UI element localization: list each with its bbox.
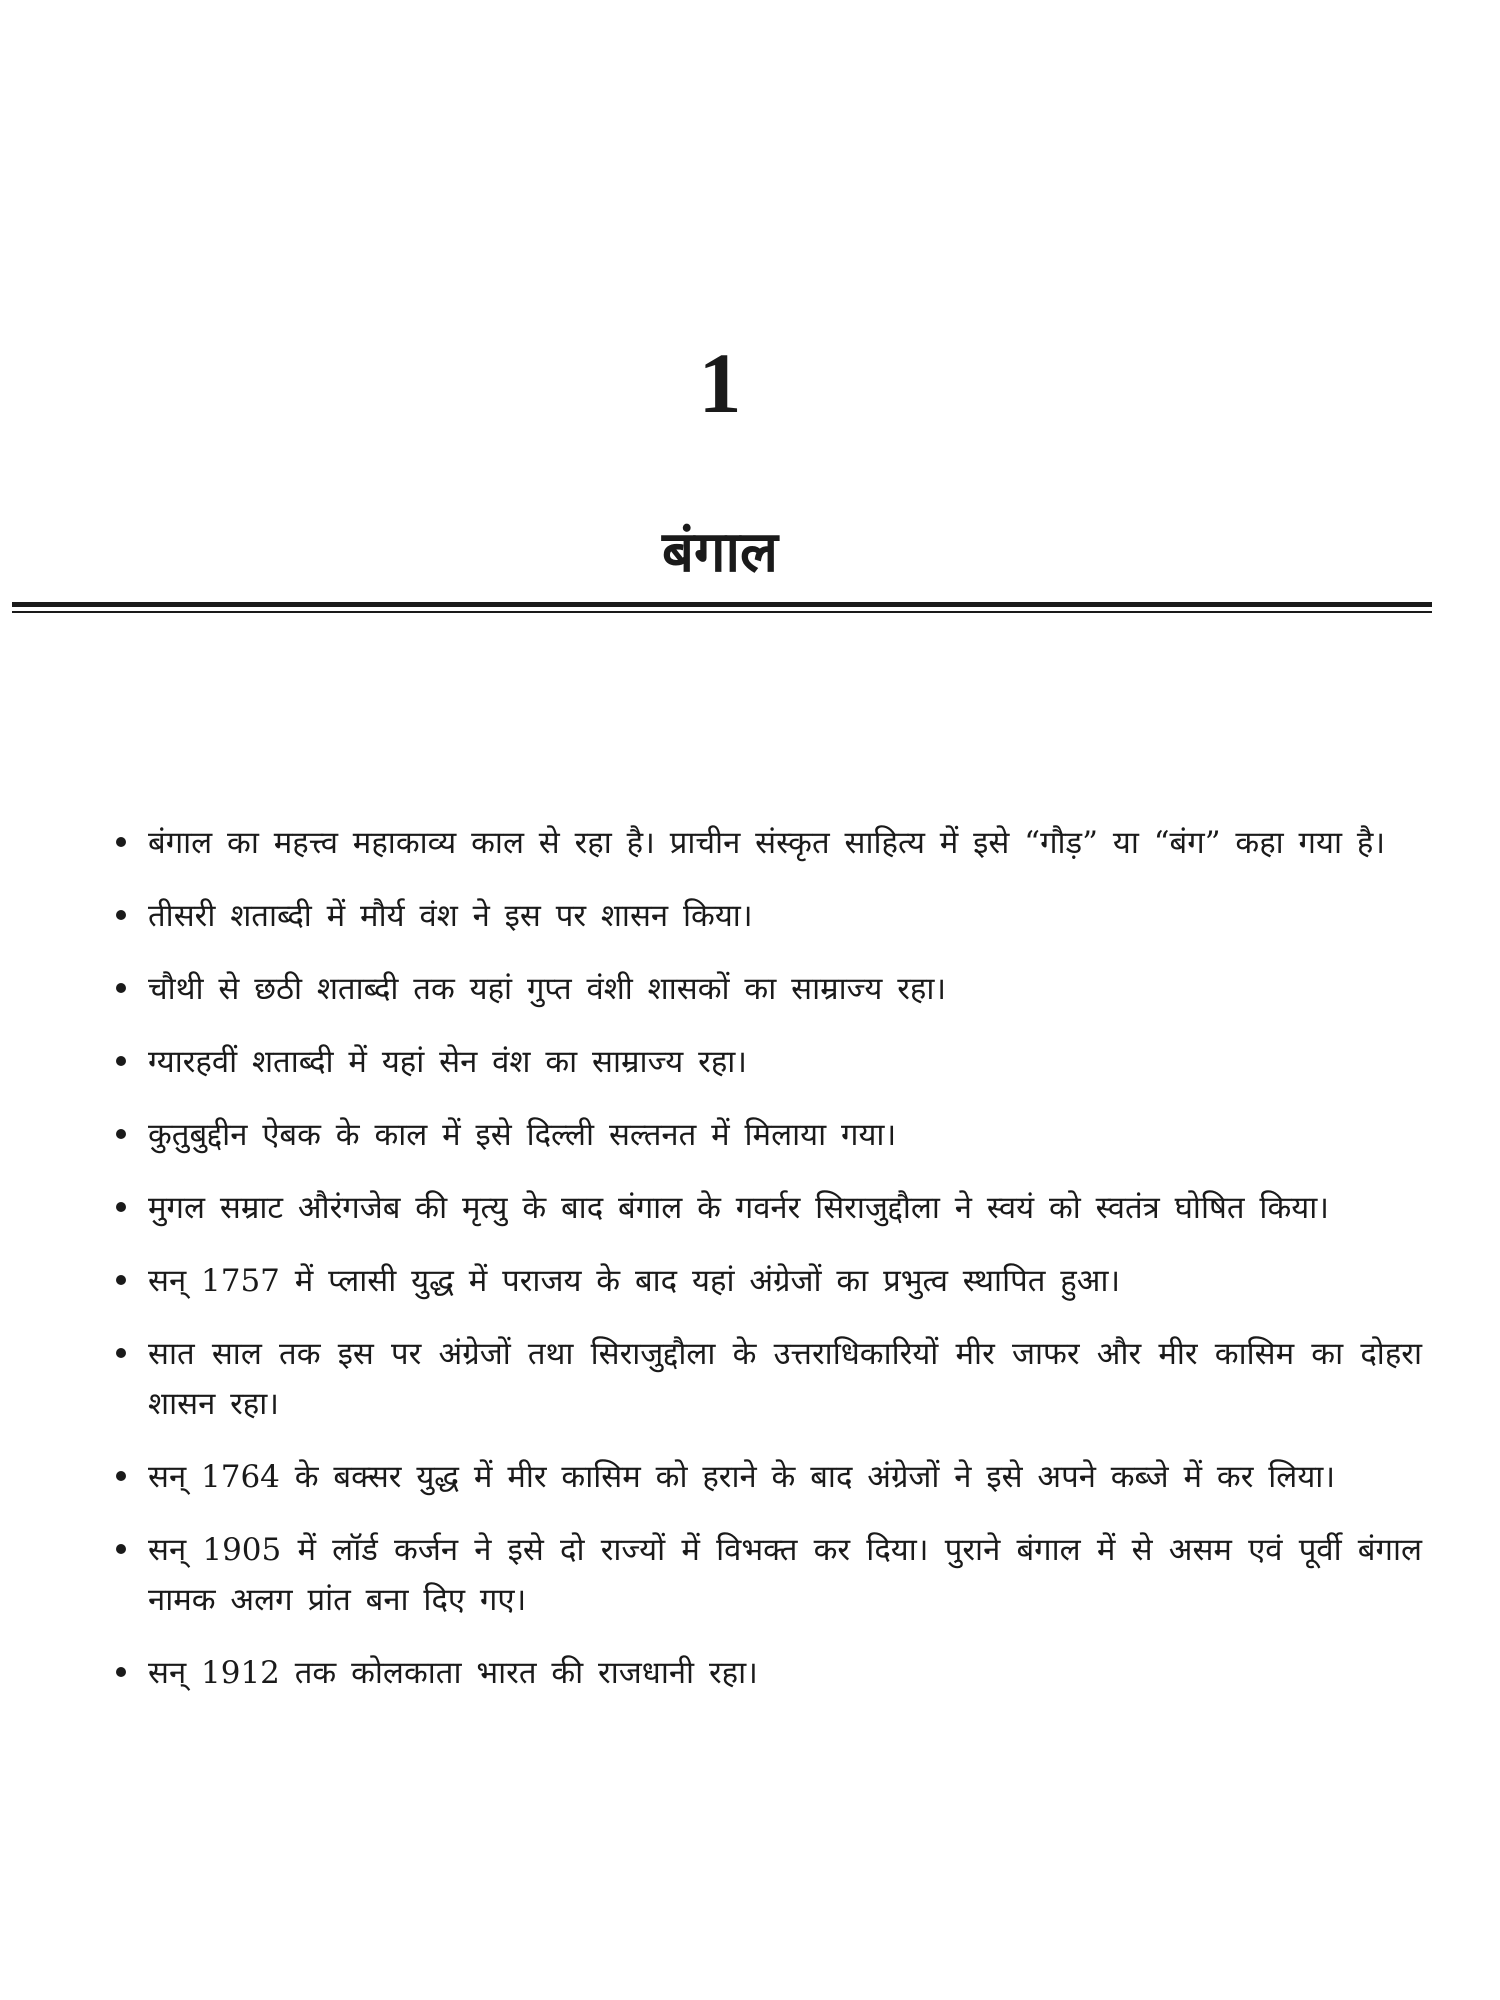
bullet-icon [116, 1348, 126, 1358]
bullet-icon [116, 1275, 126, 1285]
bullet-icon [116, 1056, 126, 1066]
list-item [112, 964, 1422, 1014]
list-item-text: कुतुबुद्दीन ऐबक के काल में इसे दिल्ली सल्तनत में मिलाया गया। [148, 1117, 897, 1153]
bullet-icon [116, 1471, 126, 1481]
list-item [112, 1525, 1422, 1625]
list-item [112, 891, 1422, 941]
bullet-icon [116, 1544, 126, 1554]
list-item-text: सन् 1905 में लॉर्ड कर्जन ने इसे दो राज्यों में विभक्त कर दिया। पुराने बंगाल में से असम एवं पूर्वी बंगाल नामक अलग प्रांत बना दिए गए। [148, 1532, 1422, 1618]
list-item-text: सन् 1764 के बक्सर युद्ध में मीर कासिम को हराने के बाद अंग्रेजों ने इसे अपने कब्जे में कर लिया। [148, 1459, 1336, 1495]
title-rule-thick [12, 602, 1432, 607]
bullet-icon [116, 1667, 126, 1677]
chapter-title: बंगाल [662, 520, 778, 585]
bullet-icon [116, 837, 126, 847]
list-item-text: सन् 1757 में प्लासी युद्ध में पराजय के बाद यहां अंग्रेजों का प्रभुत्व स्थापित हुआ। [148, 1263, 1121, 1299]
list-item [112, 1256, 1422, 1306]
bullet-icon [116, 983, 126, 993]
list-item [112, 1110, 1422, 1160]
list-item-text: ग्यारहवीं शताब्दी में यहां सेन वंश का साम्राज्य रहा। [148, 1044, 748, 1080]
list-item [112, 1037, 1422, 1087]
list-item-text: बंगाल का महत्त्व महाकाव्य काल से रहा है। प्राचीन संस्कृत साहित्य में इसे “गौड़” या “बंग” कहा गया है। [148, 825, 1386, 861]
list-item [112, 1452, 1422, 1502]
bullet-icon [116, 1129, 126, 1139]
list-item-text: सन् 1912 तक कोलकाता भारत की राजधानी रहा। [148, 1655, 758, 1691]
list-item-text: तीसरी शताब्दी में मौर्य वंश ने इस पर शासन किया। [148, 898, 753, 934]
list-item-text: मुगल सम्राट औरंगजेब की मृत्यु के बाद बंगाल के गवर्नर सिराजुद्दौला ने स्वयं को स्वतंत्र घोषित किया। [148, 1190, 1330, 1226]
list-item [112, 1329, 1422, 1429]
list-item [112, 1183, 1422, 1233]
chapter-number: 1 [698, 335, 742, 431]
list-item-text: चौथी से छठी शताब्दी तक यहां गुप्त वंशी शासकों का साम्राज्य रहा। [148, 971, 947, 1007]
title-rule-thin [12, 611, 1432, 613]
list-item [112, 1648, 1422, 1698]
bullet-icon [116, 1202, 126, 1212]
list-item [112, 818, 1422, 868]
bullet-icon [116, 910, 126, 920]
bullet-list [112, 818, 1422, 1721]
list-item-text: सात साल तक इस पर अंग्रेजों तथा सिराजुद्दौला के उत्तराधिकारियों मीर जाफर और मीर कासिम का दोहरा शासन रहा। [148, 1336, 1422, 1422]
